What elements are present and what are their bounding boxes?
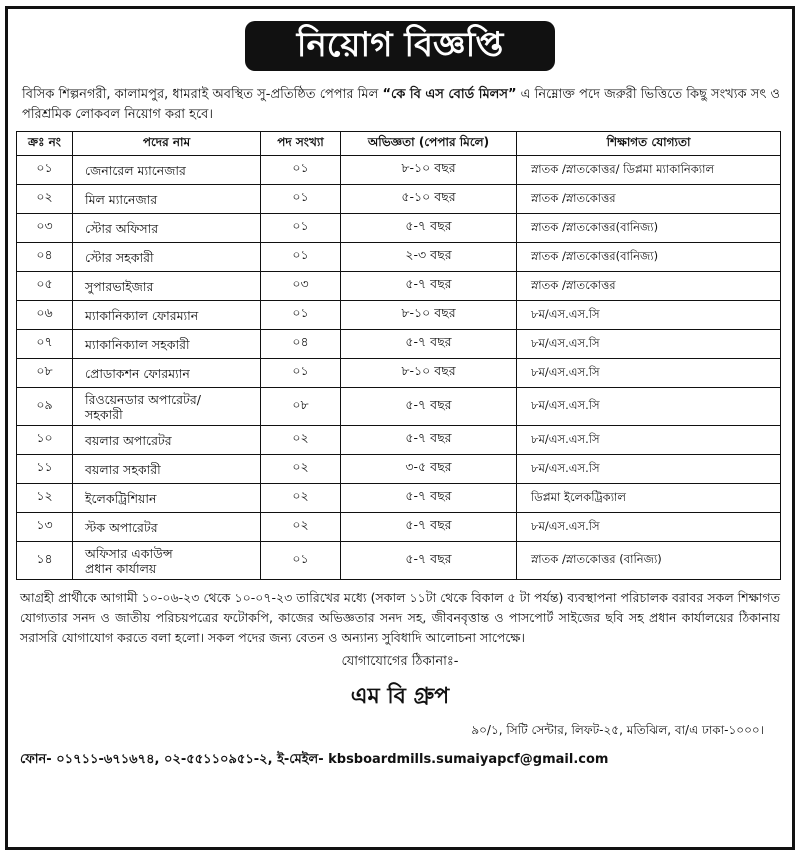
post-line-1: জেনারেল ম্যানেজার [85,162,186,178]
cell-post [73,426,261,455]
cell-qualification: ৮ম/এস.এস.সি [517,388,781,426]
cell-post [73,156,261,185]
table-row [17,484,781,513]
cell-experience: ৫-১০ বছর [341,185,517,214]
header-count: পদ সংখ্যা [261,132,341,156]
cell-post [73,185,261,214]
cell-qualification: স্নাতক /স্নাতকোত্তর(বানিজ্য) [517,243,781,272]
table-row [17,513,781,542]
post-line-1: মিল ম্যানেজার [85,191,158,207]
cell-qualification: স্নাতক /স্নাতকোত্তর [517,185,781,214]
cell-post [73,359,261,388]
post-line-1: ম্যাকানিক্যাল ফোরম্যান [85,307,199,323]
cell-serial: ০৩ [17,214,73,243]
cell-experience: ৫-৭ বছর [341,388,517,426]
post-line-1: বয়লার অপারেটর [85,432,172,448]
cell-count: ০১ [261,243,341,272]
phone-email-line: ফোন- ০১৭১১-৬৭১৬৭৪, ০২-৫৫১১০৯৫১-২, ই-মেইল- kbsboardmills.sumaiyapcf@gmail.com [20,752,609,767]
cell-serial: ১৪ [17,542,73,580]
cell-serial: ১২ [17,484,73,513]
cell-count: ০২ [261,484,341,513]
intro-text [22,85,784,125]
cell-qualification: ৮ম/এস.এস.সি [517,426,781,455]
cell-count: ০১ [261,301,341,330]
post-line-2: সহকারী [85,406,123,422]
jobs-table [16,131,781,580]
cell-qualification: ৮ম/এস.এস.সি [517,513,781,542]
cell-experience: ৫-৭ বছর [341,542,517,580]
table-row [17,426,781,455]
cell-serial: ০৪ [17,243,73,272]
post-line-1: ম্যাকানিক্যাল সহকারী [85,336,190,352]
cell-experience: ৫-৭ বছর [341,214,517,243]
cell-qualification: ৮ম/এস.এস.সি [517,330,781,359]
post-line-1: স্টক অপারেটর [85,519,158,535]
cell-qualification: স্নাতক /স্নাতকোত্তর [517,272,781,301]
cell-experience: ৮-১০ বছর [341,156,517,185]
table-body [17,156,781,580]
post-line-1: বয়লার সহকারী [85,461,161,477]
cell-count: ০১ [261,214,341,243]
cell-qualification: ৮ম/এস.এস.সি [517,301,781,330]
cell-post [73,388,261,426]
cell-experience: ৮-১০ বছর [341,359,517,388]
table-row [17,542,781,580]
table-row [17,243,781,272]
post-line-1: ইলেকট্রিশিয়ান [85,490,157,506]
cell-serial: ০১ [17,156,73,185]
cell-post [73,542,261,580]
cell-experience: ৫-৭ বছর [341,484,517,513]
cell-post [73,330,261,359]
table-row [17,156,781,185]
post-line-1: স্টোর অফিসার [85,220,159,236]
post-line-1: সুপারভাইজার [85,278,154,294]
intro-company: “কে বি এস বোর্ড মিলস” [382,87,517,102]
contact-heading: যোগাযোগের ঠিকানাঃ- [341,654,459,669]
cell-experience: ৫-৭ বছর [341,272,517,301]
cell-experience: ২-৩ বছর [341,243,517,272]
table-row [17,388,781,426]
cell-count: ০৮ [261,388,341,426]
post-line-1: রিওয়েনডার অপারেটর/ [85,391,201,407]
cell-count: ০৩ [261,272,341,301]
cell-qualification: ৮ম/এস.এস.সি [517,455,781,484]
cell-post [73,301,261,330]
table-row [17,185,781,214]
cell-count: ০১ [261,542,341,580]
cell-post [73,214,261,243]
cell-count: ০১ [261,359,341,388]
cell-experience: ৫-৭ বছর [341,426,517,455]
intro-part1: বিসিক শিল্পনগরী, কালামপুর, ধামরাই অবস্থিত সু-প্রতিষ্ঠিত পেপার মিল [22,87,383,102]
header-post: পদের নাম [73,132,261,156]
cell-qualification: স্নাতক /স্নাতকোত্তর(বানিজ্য) [517,214,781,243]
cell-post [73,484,261,513]
cell-qualification: স্নাতক /স্নাতকোত্তর/ ডিপ্লমা ম্যাকানিক্যাল [517,156,781,185]
table-row [17,272,781,301]
cell-count: ০২ [261,455,341,484]
cell-count: ০৪ [261,330,341,359]
post-line-1: অফিসার একাউন্স [85,545,173,561]
header-serial: ক্রঃ নং [17,132,73,156]
table-header-row [17,132,781,156]
post-line-2: প্রধান কার্যালয় [85,560,157,576]
cell-serial: ১৩ [17,513,73,542]
cell-post [73,455,261,484]
cell-experience: ৮-১০ বছর [341,301,517,330]
intro-part2: এ নিম্নোক্ত পদে জরুরী ভিত্তিতে কিছু সংখ্যক সৎ ও পরিশ্রমিক লোকবল নিয়োগ করা হবে। [22,87,780,122]
cell-qualification: স্নাতক /স্নাতকোত্তর (বানিজ্য) [517,542,781,580]
company-address: ৯০/১, সিটি সেন্টার, লিফট-২৫, মতিঝিল, বা/এ ঢাকা-১০০০। [471,723,764,737]
cell-count: ০২ [261,426,341,455]
page-title: নিয়োগ বিজ্ঞপ্তি [245,21,556,71]
post-line-1: স্টোর সহকারী [85,249,154,265]
cell-count: ০১ [261,156,341,185]
cell-serial: ০৭ [17,330,73,359]
cell-post [73,243,261,272]
cell-experience: ৩-৫ বছর [341,455,517,484]
table-row [17,301,781,330]
header-experience: অভিজ্ঞতা (পেপার মিলে) [341,132,517,156]
cell-serial: ০৮ [17,359,73,388]
company-name: এম বি গ্রুপ [350,683,450,709]
table-row [17,455,781,484]
table-row [17,330,781,359]
cell-post [73,272,261,301]
cell-count: ০১ [261,185,341,214]
cell-serial: ০৬ [17,301,73,330]
cell-count: ০২ [261,513,341,542]
cell-serial: ১১ [17,455,73,484]
cell-experience: ৫-৭ বছর [341,513,517,542]
cell-post [73,513,261,542]
cell-qualification: ৮ম/এস.এস.সি [517,359,781,388]
cell-experience: ৫-৭ বছর [341,330,517,359]
table-row [17,214,781,243]
header-qualification: শিক্ষাগত যোগ্যতা [517,132,781,156]
closing-text: আগ্রহী প্রার্থীকে আগামী ১০-০৬-২৩ থেকে ১০-০৭-২৩ তারিখের মধ্যে (সকাল ১১টা থেকে বিকাল ৫ টা পর্যন্ত) ব্যবস্থাপনা পরিচালক বরাবর সকল শিক্ষাগত যোগ্যতার সনদ ও জাতীয় পরিচয়পত্রের ফটোকপি, কাজের অভিজ্ঞতার সনদ সহ, জীবনবৃত্তান্ত ও পাসপোর্ট সাইজের ছবি সহ প্রধান কার্যালয়ের ঠিকানায় সরাসরি যোগাযোগ করতে বলা হলো। সকল পদের জন্য বেতন ও অন্যান্য সুবিধাদি আলোচনা সাপেক্ষে। [20,590,780,645]
job-circular-page [5,6,795,850]
table-row [17,359,781,388]
cell-serial: ০২ [17,185,73,214]
cell-qualification: ডিপ্লমা ইলেকট্রিক্যাল [517,484,781,513]
title-wrap [16,9,784,69]
cell-serial: ০৫ [17,272,73,301]
cell-serial: ১০ [17,426,73,455]
cell-serial: ০৯ [17,388,73,426]
post-line-1: প্রোডাকশন ফোরম্যান [85,365,190,381]
